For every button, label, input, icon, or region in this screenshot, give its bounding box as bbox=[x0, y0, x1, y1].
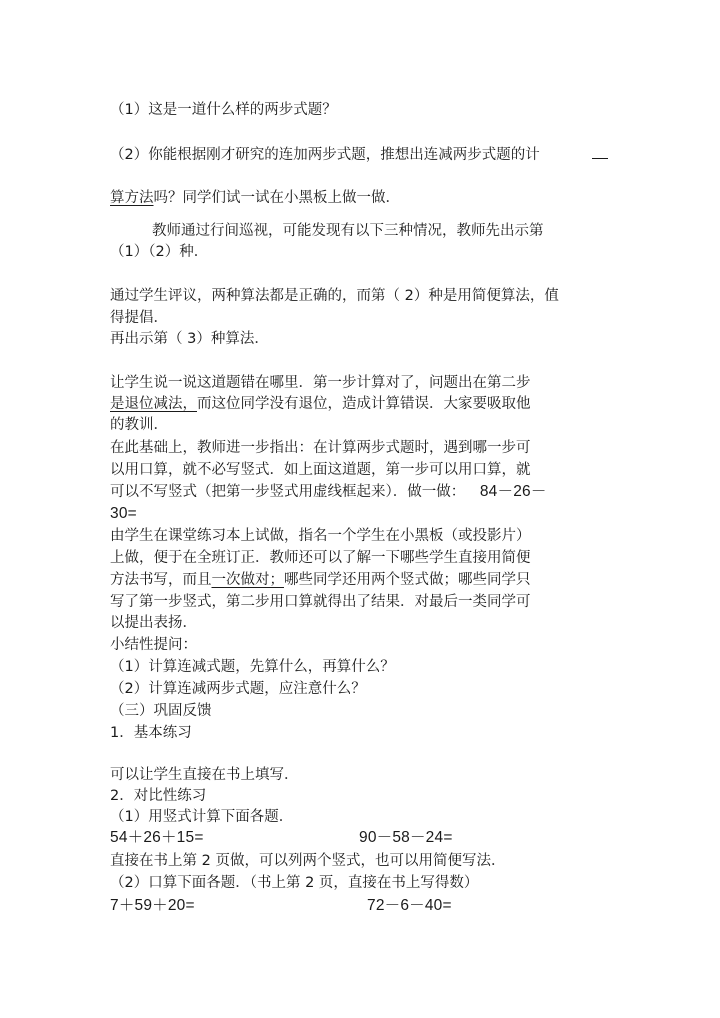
equation-3: 7＋59＋20= bbox=[110, 897, 195, 914]
equation-1: 54＋26＋15= bbox=[110, 829, 204, 846]
text: 吗？同学们试一试在小黑板上做一做． bbox=[153, 190, 400, 206]
paragraph-5-line-2: 以用口算，就不必写竖式．如上面这道题，第一步可以用口算，就 bbox=[110, 462, 531, 478]
paragraph-4-line-3: 的教训． bbox=[110, 417, 168, 433]
section-heading: （三）巩固反馈 bbox=[110, 703, 212, 719]
paragraph-5-line-1: 在此基础上，教师进一步指出：在计算两步式题时，遇到哪一步可 bbox=[110, 440, 531, 456]
exercise-1-heading: 1．基本练习 bbox=[110, 725, 192, 741]
summary-question-1: （1）计算连减式题，先算什么，再算什么？ bbox=[110, 659, 395, 675]
paragraph-1-line-2: （1）（2）种． bbox=[110, 244, 209, 260]
paragraph-5-line-3 bbox=[110, 483, 547, 501]
underlined-text: 一次做对； bbox=[211, 572, 284, 588]
paragraph-4-line-2 bbox=[110, 395, 531, 413]
paragraph-6-line-4: 写了第一步竖式，第二步用口算就得出了结果．对最后一类同学可 bbox=[110, 594, 531, 610]
paragraph-6-line-5: 以提出表扬． bbox=[110, 615, 197, 631]
question-1: （1）这是一道什么样的两步式题？ bbox=[110, 102, 337, 118]
paragraph-3: 再出示第（ 3）种算法． bbox=[110, 331, 269, 347]
paragraph-2-line-1: 通过学生评议，两种算法都是正确的，而第（ 2）种是用简便算法，值 bbox=[110, 288, 559, 304]
exercise-1-description: 可以让学生直接在书上填写． bbox=[110, 767, 299, 783]
question-2: （2）你能根据刚才研究的连加两步式题，推想出连减两步式题的计 bbox=[110, 147, 540, 163]
text: 可以不写竖式（把第一步竖式用虚线框起来）．做一做： bbox=[110, 484, 466, 500]
summary-heading: 小结性提问： bbox=[110, 637, 197, 653]
paragraph-1-line-1: 教师通过行间巡视，可能发现有以下三种情况，教师先出示第 bbox=[152, 223, 544, 239]
underlined-text: 是退位减法， bbox=[110, 396, 197, 412]
summary-question-2: （2）计算连减两步式题，应注意什么？ bbox=[110, 681, 366, 697]
underlined-text: 算方法 bbox=[110, 190, 154, 206]
paragraph-5-line-4: 30= bbox=[110, 505, 137, 522]
paragraph-4-line-1: 让学生说一说这道题错在哪里．第一步计算对了，问题出在第二步 bbox=[110, 375, 531, 391]
blank-line bbox=[592, 158, 608, 159]
exercise-2-part-2: （2）口算下面各题．（书上第 2 页，直接在书上写得数） bbox=[110, 875, 479, 891]
exercise-2-heading: 2．对比性练习 bbox=[110, 788, 207, 804]
equation-4: 72－6－40= bbox=[367, 897, 452, 914]
equation: 84－26－ bbox=[479, 483, 547, 500]
paragraph-6-line-1: 由学生在课堂练习本上试做，指名一个学生在小黑板（或投影片） bbox=[110, 528, 531, 544]
text: 哪些同学还用两个竖式做；哪些同学只 bbox=[284, 572, 531, 588]
text: 而这位同学没有退位，造成计算错误．大家要吸取他 bbox=[197, 396, 531, 412]
paragraph-6-line-2: 上做，便于在全班订正．教师还可以了解一下哪些学生直接用简便 bbox=[110, 550, 531, 566]
equation-2: 90－58－24= bbox=[359, 829, 453, 846]
paragraph-6-line-3 bbox=[110, 571, 531, 589]
exercise-2-part-1-note: 直接在书上第 2 页做，可以列两个竖式，也可以用简便写法． bbox=[110, 853, 506, 869]
paragraph-2-line-2: 得提倡． bbox=[110, 310, 168, 326]
question-2-continued bbox=[110, 189, 400, 207]
text: 方法书写，而且 bbox=[110, 572, 212, 588]
exercise-2-part-1: （1）用竖式计算下面各题． bbox=[110, 809, 294, 825]
